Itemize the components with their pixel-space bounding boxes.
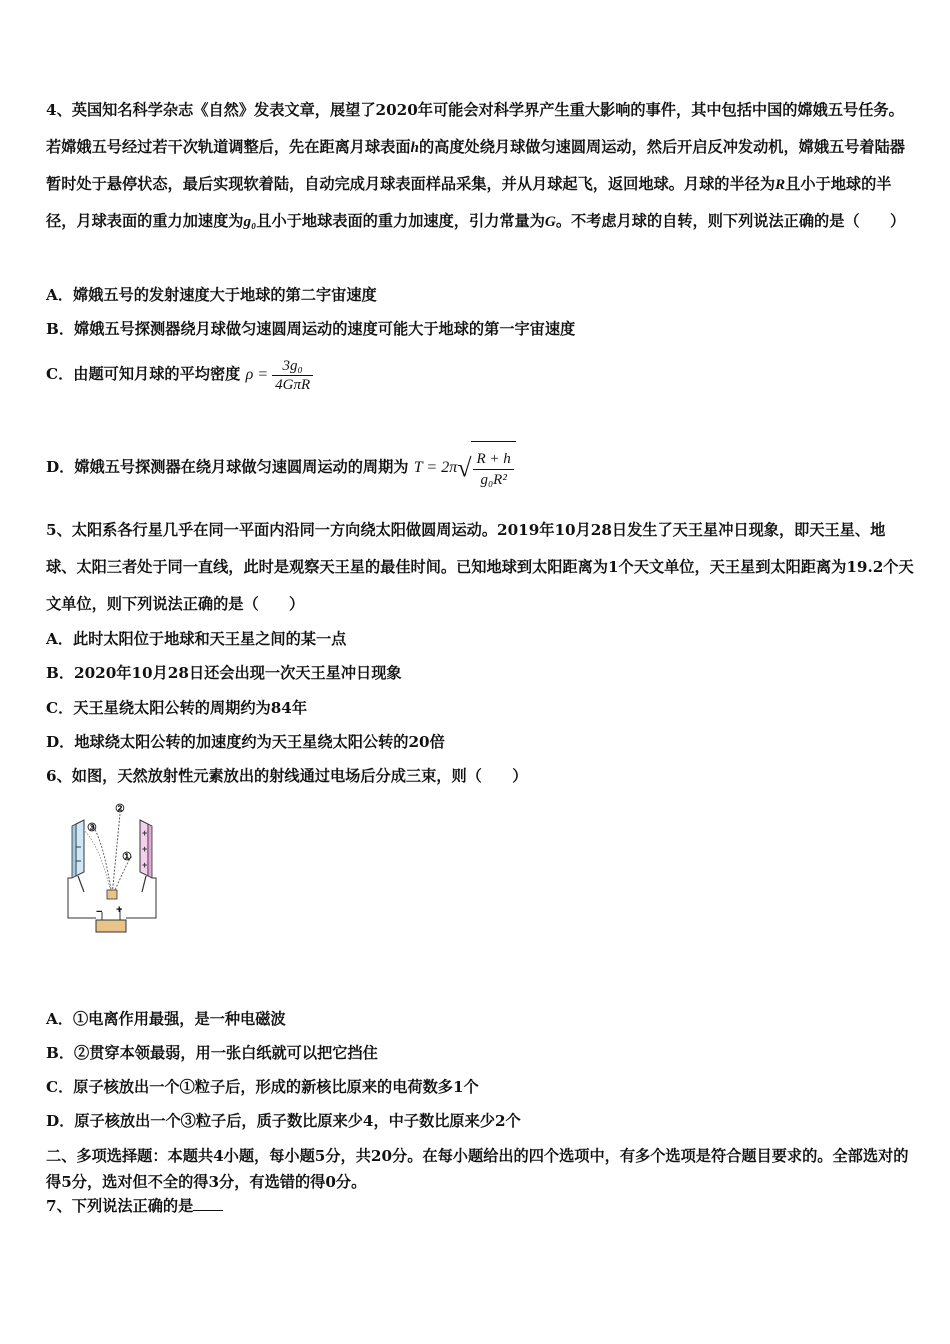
svg-text:+: + bbox=[142, 828, 148, 838]
diagram-label-1: ① bbox=[122, 851, 132, 863]
svg-text:+: + bbox=[142, 844, 148, 854]
period-numerator: R + h bbox=[473, 449, 513, 470]
q6-option-d: D．原子核放出一个③粒子后，质子数比原来少4，中子数比原来少2个 bbox=[46, 1112, 521, 1130]
q4-option-d-text: D．嫦娥五号探测器在绕月球做匀速圆周运动的周期为 bbox=[46, 458, 409, 476]
q6-option-a: A．①电离作用最强，是一种电磁波 bbox=[46, 1010, 286, 1028]
battery-minus-sign: − bbox=[96, 906, 103, 918]
q4-option-d bbox=[46, 440, 516, 496]
period-denominator: g₀R² bbox=[480, 471, 507, 488]
density-denominator: 4GπR bbox=[275, 376, 311, 393]
density-formula: ρ = $\frac{\text{3g₀}}{\text{4GπR}}$ bbox=[246, 366, 314, 383]
var-h: h bbox=[410, 139, 419, 156]
q5-option-a: A．此时太阳位于地球和天王星之间的某一点 bbox=[46, 630, 347, 648]
q5-option-d: D．地球绕太阳公转的加速度约为天王星绕太阳公转的20倍 bbox=[46, 733, 445, 751]
q4-option-c-text: C．由题可知月球的平均密度 bbox=[46, 365, 241, 383]
svg-text:−: − bbox=[76, 842, 82, 852]
period-formula: T = 2π√ $\frac{R + h}{\text{g₀R²}}$ bbox=[414, 459, 516, 476]
battery-plus-sign: + bbox=[116, 904, 123, 916]
var-g0: g₀ bbox=[243, 213, 257, 230]
q4-option-a: A．嫦娥五号的发射速度大于地球的第二宇宙速度 bbox=[46, 286, 377, 304]
q6-stem: 6、如图，天然放射性元素放出的射线通过电场后分成三束，则（ ） bbox=[46, 767, 528, 785]
var-G: G bbox=[544, 213, 556, 230]
radiation-field-diagram bbox=[62, 800, 172, 940]
q5-option-c: C．天王星绕太阳公转的周期约为84年 bbox=[46, 699, 308, 717]
diagram-label-3: ③ bbox=[87, 822, 97, 834]
svg-text:+: + bbox=[142, 860, 148, 870]
q6-option-b: B．②贯穿本领最弱，用一张白纸就可以把它挡住 bbox=[46, 1044, 378, 1062]
svg-text:−: − bbox=[76, 856, 82, 866]
q6-option-c: C．原子核放出一个①粒子后，形成的新核比原来的电荷数多1个 bbox=[46, 1078, 479, 1096]
section-2-header: 二、多项选择题：本题共4小题，每小题5分，共20分。在每小题给出的四个选项中，有多个选项是符合题目要求的。全部选对的得5分，选对但不全的得3分，有选错的得0分。 bbox=[46, 1147, 909, 1191]
q7-stem: 7、下列说法正确的是 bbox=[46, 1193, 223, 1219]
q5-stem: 5、太阳系各行星几乎在同一平面内沿同一方向绕太阳做圆周运动。2019年10月28日发生了天王星冲日现象，即天王星、地球、太阳三者处于同一直线，此时是观察天王星的最佳时间。已知地球到太阳距离为1个天文单位，天王星到太阳距离为19.2个天文单位，则下列说法正确的是（ ） bbox=[46, 521, 914, 613]
var-R: R bbox=[775, 176, 786, 193]
q4-stem: 4、英国知名科学杂志《自然》发表文章，展望了2020年可能会对科学界产生重大影响的事件，其中包括中国的嫦娥五号任务。若嫦娥五号经过若干次轨道调整后，先在距离月球表面h的高度处绕月球做匀速圆周运动，然后开启反冲发动机，嫦娥五号着陆器暂时处于悬停状态，最后实现软着陆，自动完成月球表面样品采集，并从月球起飞，返回地球。月球的半径为R且小于地球的半径，月球表面的重力加速度为g₀且小于地球表面的重力加速度，引力常量为G。不考虑月球的自转，则下列说法正确的是（ ） bbox=[46, 101, 906, 230]
q5-option-b: B．2020年10月28日还会出现一次天王星冲日现象 bbox=[46, 664, 402, 682]
q4-option-c bbox=[46, 352, 313, 397]
answer-blank bbox=[193, 1196, 223, 1211]
density-numerator: 3g₀ bbox=[272, 357, 313, 376]
diagram-label-2: ② bbox=[115, 803, 125, 815]
q4-option-b: B．嫦娥五号探测器绕月球做匀速圆周运动的速度可能大于地球的第一宇宙速度 bbox=[46, 320, 576, 338]
